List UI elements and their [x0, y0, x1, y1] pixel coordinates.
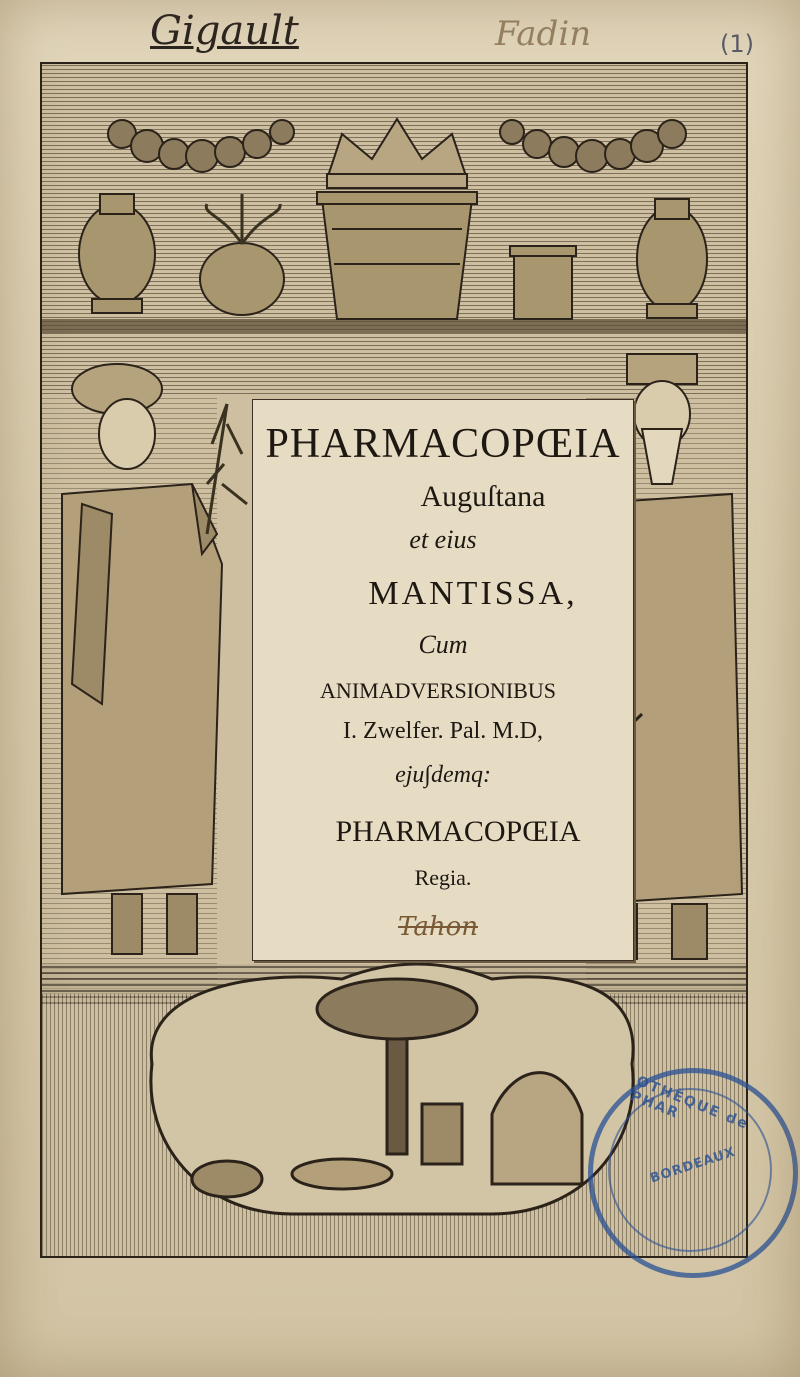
title-line-regia: Regia.	[414, 865, 472, 890]
owner-signature: Gigault	[150, 8, 299, 54]
title-line-ejusdemq: eju∫demq:	[395, 762, 491, 788]
title-line-pharmacopoeia-2: PHARMACOPŒIA	[335, 815, 581, 848]
stamp-arc-text: OTHÈQUE de PHAR	[628, 1073, 752, 1134]
shelf-mark: (1)	[720, 30, 754, 58]
title-line-et-eius: et eius	[409, 525, 477, 554]
left-figure-turbaned-physician	[62, 364, 247, 954]
struck-manuscript-name: Tahon	[398, 912, 478, 942]
title-line-animadversionibus: ANIMADVERSIONIBUS	[320, 678, 556, 703]
crown-icon	[327, 119, 467, 188]
library-stamp	[588, 1068, 798, 1278]
fruit-garland-right	[500, 120, 686, 172]
right-jug-icon	[637, 199, 707, 318]
plant-pot-icon	[200, 194, 284, 315]
faded-inscription: Fadin	[495, 14, 592, 54]
stamp-center-text: BORDEAUX	[648, 1144, 738, 1187]
title-line-author: I. Zwelfer. Pal. M.D,	[343, 718, 543, 744]
apothecary-jar-icon	[510, 246, 576, 319]
title-banner	[252, 399, 634, 961]
mortar-icon	[317, 192, 477, 319]
title-line-augustana: Auguſtana	[420, 480, 546, 513]
title-line-mantissa: MANTISSA,	[368, 575, 578, 612]
title-line-cum: Cum	[418, 630, 468, 659]
left-jug-icon	[79, 194, 155, 313]
fruit-garland-left	[108, 120, 294, 172]
landscape-cartouche	[151, 964, 633, 1214]
title-line-pharmacopoeia: PHARMACOPŒIA	[265, 421, 621, 467]
